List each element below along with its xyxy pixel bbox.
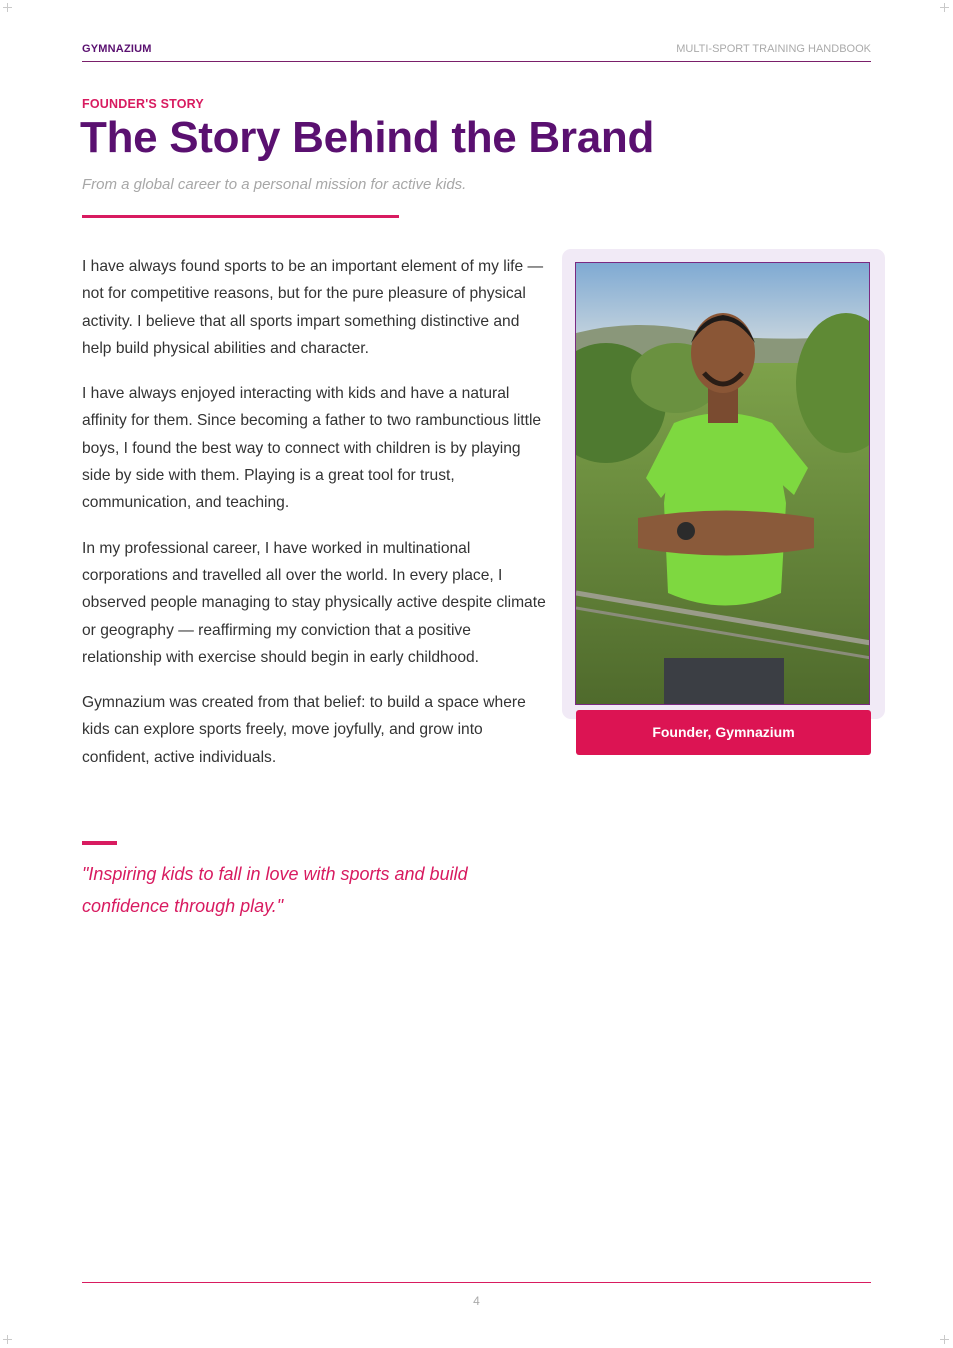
crop-mark-top-right <box>940 3 949 12</box>
section-eyebrow: FOUNDER'S STORY <box>82 97 204 111</box>
page-subtitle: From a global career to a personal mission for active kids. <box>82 176 467 193</box>
brand-name: GYMNAZIUM <box>82 43 152 55</box>
document-title: MULTI-SPORT TRAINING HANDBOOK <box>676 43 871 55</box>
body-paragraph: In my professional career, I have worked in multinational corporations and travelled all over the world. In every place, I observed people managing to stay physically active despite climate or geography — reaffirming my conviction that a positive relationship with exercise should begin in early childhood. <box>82 539 546 666</box>
page-title: The Story Behind the Brand <box>80 113 655 162</box>
page-number: 4 <box>473 1294 480 1308</box>
running-header <box>82 43 871 62</box>
founder-photo-illustration <box>576 263 870 705</box>
founder-photo <box>575 262 870 705</box>
photo-caption: Founder, Gymnazium <box>576 710 871 755</box>
body-paragraph: I have always enjoyed interacting with kids and have a natural affinity for them. Since becoming a father to two rambunctious little boys, I found the best way to connect with children is by playing side by side with them. Playing is a great tool for trust, communication, and teaching. <box>82 385 542 512</box>
founder-story-body <box>82 253 552 789</box>
body-paragraph: Gymnazium was created from that belief: to build a space where kids can explore sports freely, move joyfully, and grow into confident, active individuals. <box>82 694 526 766</box>
crop-mark-top-left <box>3 3 12 12</box>
crop-mark-bottom-left <box>3 1335 12 1344</box>
pull-quote: "Inspiring kids to fall in love with sports and build confidence through play." <box>82 864 468 916</box>
crop-mark-bottom-right <box>940 1335 949 1344</box>
quote-accent-bar <box>82 841 117 845</box>
title-underline <box>82 215 399 218</box>
footer-rule <box>82 1282 871 1283</box>
body-paragraph: I have always found sports to be an important element of my life — not for competitive reasons, but for the pure pleasure of physical activity. I believe that all sports impart something distinctive and help build physical abilities and character. <box>82 258 544 357</box>
